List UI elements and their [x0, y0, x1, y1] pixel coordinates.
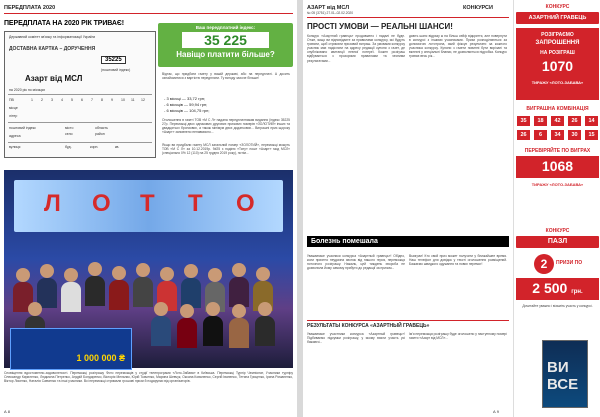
month-1: 1	[31, 98, 33, 102]
month-10: 10	[121, 98, 125, 102]
combo-num-7: 6	[534, 130, 547, 140]
right-header-section: КОНКУРСИ	[463, 5, 493, 11]
puzzle-book	[542, 340, 588, 408]
page-number-left: А 8	[4, 409, 11, 414]
article2-banner: Болезнь помешала	[307, 236, 509, 247]
addr-label-1: поштовий індекс	[9, 126, 36, 130]
month-11: 11	[131, 98, 135, 102]
combo-num-4: 26	[568, 116, 581, 126]
sidebar-top-title: АЗАРТНИЙ ГРАВЕЦЬ	[516, 12, 599, 24]
month-6: 6	[81, 98, 83, 102]
combo-num-1: 35	[517, 116, 530, 126]
book-text: ВИ ВСЕ	[547, 359, 579, 393]
article3-col1: Уважаемые участники конкурса «Азартный гравець»! Підбиваємо підсумки розіграшу, у якому взяли участь усі бажаючі...	[307, 332, 405, 345]
left-page-header: ПЕРЕДПЛАТА 2020	[4, 5, 56, 11]
month-4: 4	[61, 98, 63, 102]
price-6-months: - 6 місяців — 59,94 грн;	[164, 102, 208, 107]
prize-amount: 2 500 грн.	[532, 280, 583, 296]
form-row-label-2: місце	[9, 106, 18, 110]
footer-label-7: корп.	[90, 145, 99, 149]
sidebar-top-label: КОНКУРС	[545, 4, 570, 10]
prize-word: ПРИЗИ ПО	[556, 260, 583, 266]
winners-photo	[4, 170, 293, 368]
prize-count: 1070	[541, 58, 574, 74]
contest-sidebar	[513, 0, 600, 417]
invitation-panel	[516, 28, 599, 100]
month-9: 9	[111, 98, 113, 102]
left-article-1: Оголошення в газеті ТОВ «М С Л» надана передплатникам видання (індекс 35225 27р. Переможці двох однакових другових призових номерів «ЗОЛОТИЙ» інших та двадцятьох бронзових, а також мінімум двох додаткових... Виграшні приз щороку «Азарт» заповнено ненавмисно...	[162, 118, 290, 135]
form-small-1: Державний комітет зв'язку та інформатизації України	[9, 35, 96, 39]
footer-label-8: кв.	[115, 145, 120, 149]
puzzle-title: ПАЗЛ	[516, 236, 599, 248]
panel-line-1: РОЗІГРАЄМО	[541, 32, 574, 38]
month-7: 7	[91, 98, 93, 102]
check-title: ПЕРЕВІРЯЙТЕ ПО ВИГРАХ	[524, 148, 591, 154]
combo-num-8: 34	[551, 130, 564, 140]
index-value: 35 225	[182, 32, 269, 48]
board-letter-5: О	[236, 190, 255, 217]
footer-label-5: вулиця	[9, 145, 21, 149]
prize-tail: ТИРАЖУ «ЛОТО-ЗАБАВА»	[531, 80, 584, 85]
month-12: 12	[141, 98, 145, 102]
subscription-index-box	[158, 23, 293, 67]
article3-col2: Ім'я переможця розіграшу буде оголошено у наступному номері газети «Азарт від МСЛ»...	[409, 332, 507, 341]
combo-num-6: 26	[517, 130, 530, 140]
footer-label-3: область	[95, 126, 108, 130]
index-question: Навіщо платити більше?	[176, 50, 275, 59]
puzzle-label: КОНКУРС	[545, 228, 570, 234]
puzzle-note: Дочитайте уважно і візьміть участь у конкурсі.	[522, 304, 593, 308]
page-number-right: А 9	[493, 409, 500, 414]
article1-title: ПРОСТІ УМОВИ — РЕАЛЬНІ ШАНСИ!	[307, 22, 453, 31]
article2-col1: Уважаемые учасники конкурса «Азартный гравець»! Обідно, коли приятно неудачна звонок від нашого героя, переможця поточного розіграшу. Нажаль, цей тиждень хвороба не дозволила йому самому прибути до редакції за призом...	[307, 254, 405, 271]
right-header-sub: № 05 (3751) 27.01–02.02.2020	[307, 11, 354, 15]
combo-num-10: 15	[585, 130, 598, 140]
prize-screen-text: 1 000 000 ₴	[76, 353, 125, 363]
footer-label-2: село	[65, 132, 73, 136]
form-edition: Азарт від МСЛ	[25, 74, 83, 83]
combo-num-5: 14	[585, 116, 598, 126]
combo-num-3: 42	[551, 116, 564, 126]
article2-col2: Выиграл! Кто свой приз может получити у ближайшее время. Наш телефон для довідок у тексті оголошення розміщений. Бажаємо швидкого одужання та нових перемог!	[409, 254, 507, 267]
price-3-months: - 3 місяці — 33,72 грн;	[164, 96, 206, 101]
left-article-2: Якщо ви придбали газету МСЛ загальний номер «ЗОЛОТИЙ», переможці можуть ТОВ «М С Л» за 10.12.2019р. 9#25 з подією «Тату» пошт «Азарт» мод МСЛ» (спеціально 0% 12 (110) на 25 грудня 2019 року), потім...	[162, 143, 290, 156]
form-small-2: на 2020 рік по місяцях	[9, 88, 46, 92]
form-index: 35225	[101, 56, 126, 64]
form-title: ДОСТАВНА КАРТКА – ДОРУЧЕННЯ	[9, 46, 96, 52]
article1-col2: дають шанс відразу ж на більш сейф відкриття, але повернути в конкурсі з іншими учасниками. Призи розподіляються за допомогою лототрона, який фіксує результати за кожного учасника конкурсу. Купони з газети повинні бути вирізані та вклеєні у спеціальні бланки, не дозволяється підробка. Конкурс триває весь рік...	[409, 34, 507, 59]
left-page	[0, 0, 297, 417]
footer-label-4: район	[95, 132, 105, 136]
form-index-label: (поштовий індекс)	[101, 68, 131, 72]
crowd	[4, 258, 293, 368]
draw-tail: ТИРАЖУ «ЛОТО-ЗАБАВА»	[531, 182, 584, 187]
month-2: 2	[41, 98, 43, 102]
board-letter-2: О	[92, 190, 111, 217]
form-row-label-3: літер	[9, 114, 18, 118]
board-letter-4: Т	[188, 190, 203, 217]
board-letter-1: Л	[44, 190, 61, 217]
footer-label-6: буд.	[65, 145, 72, 149]
right-header-title: АЗАРТ від МСЛ	[307, 5, 350, 11]
month-3: 3	[51, 98, 53, 102]
right-page	[303, 0, 600, 417]
prize-amount-panel	[516, 278, 599, 300]
combo-title: ВИГРАШНА КОМБІНАЦІЯ	[526, 106, 589, 112]
subscription-form	[4, 31, 156, 158]
combo-num-2: 18	[534, 116, 547, 126]
prize-num: 2	[534, 254, 554, 274]
photo-caption: Сповіщення вдостоменно-задоволеності. Переможці розіграшу Фото переможців у студії телепрограми «Лото-Забава» в Київська. Переможці Турнір Чемпіонат, Учасники турніру Олександр Кириленко, Людмила Петренко, Андрій Бондаренко, Вікторія Мельник, Юрій Ткаченко, Марина Шевчук, Оксана Коваленко, Сергій Іваненко, Тетяна Гриценко, Ірина Романенко, Віктор Лисенко, Наталія Савченко та інші учасники. Всі переможці отримали грошові призи й подарунки від організаторів.	[4, 371, 293, 384]
board-letter-3: Т	[140, 190, 155, 217]
article1-col1: Конкурс «Азартний гравець» продовжено і надалі не буде. Отже, якщо ви відповідаєте за правилами конкурсу, які будуть тривати, щоб отримати призовий виграш. За умовами конкурсу учасник має надіслати на адресу редакції купони з газет, де опубліковано квитанції певної лотереї. Кожен розіграш відбувається з прозорими правилами та чесними результатами...	[307, 34, 405, 63]
price-12-months: - 6 місяців — 104,75 грн;	[164, 108, 210, 113]
lotto-board	[14, 180, 283, 232]
footer-label-1: місто	[65, 126, 74, 130]
header-rule	[4, 13, 293, 14]
prices-intro: Відтак, що придбати газету у вашій державі, або на передплаті. А досить ознайомитися з вартістю передплати. Ту вигоду захоче більше!	[162, 72, 290, 81]
subscription-title: ПЕРЕДПЛАТА НА 2020 РІК ТРИВАЄ!	[4, 20, 124, 27]
article3-title: РЕЗУЛЬТАТЫ КОНКУРСА «АЗАРТНЫЙ ГРАВЕЦЬ»	[307, 320, 509, 329]
draw-number: 1068	[541, 158, 574, 174]
prize-screen	[10, 328, 132, 370]
right-header-rule	[307, 17, 509, 18]
month-8: 8	[101, 98, 103, 102]
month-5: 5	[71, 98, 73, 102]
combo-num-9: 30	[568, 130, 581, 140]
draw-number-panel	[516, 156, 599, 178]
addr-label-2: адреса	[9, 134, 21, 138]
form-row-label-1: ПВ	[9, 98, 14, 102]
index-label: Ваш передплатний індекс:	[195, 25, 256, 30]
panel-line-2: ЗАПРОШЕННЯ	[535, 40, 580, 46]
panel-line-3: НА РОЗІГРАШ	[540, 50, 575, 56]
